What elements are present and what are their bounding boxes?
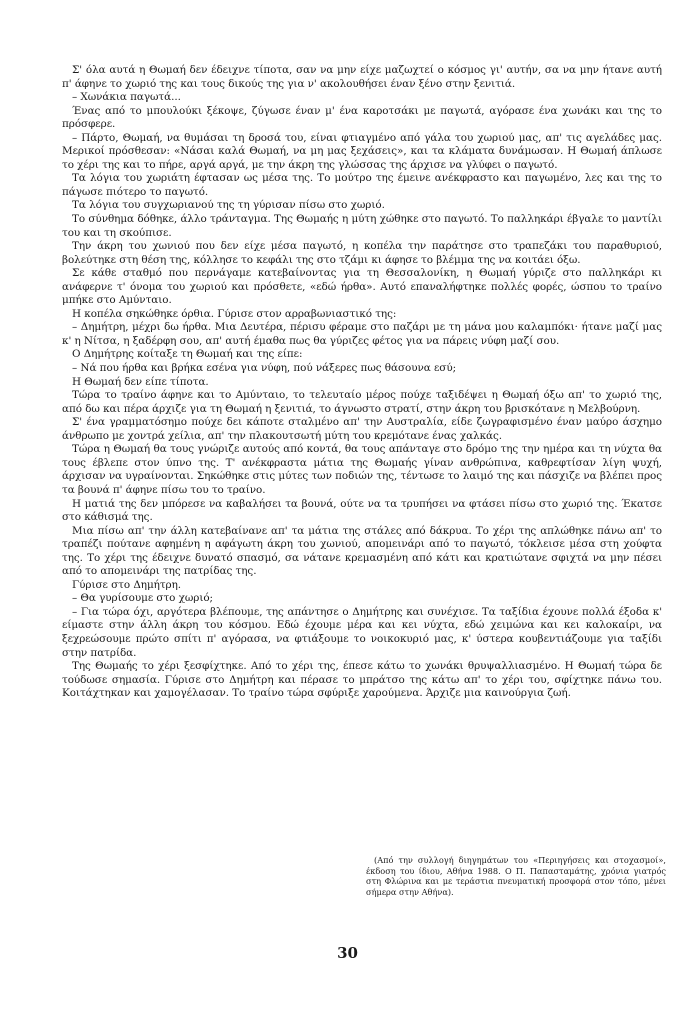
page-number: 30 bbox=[337, 944, 358, 962]
story-text bbox=[62, 64, 662, 701]
paragraph: Η ματιά της δεν μπόρεσε να καβαλήσει τα βουνά, ούτε να τα τρυπήσει να φτάσει πίσω στο χωριό της. Έκατσε στο κάθισμά της. bbox=[62, 497, 662, 524]
paragraph: Τώρα η Θωμαή θα τους γνώριζε αυτούς από κοντά, θα τους απάνταγε στο δρόμο της την ημέρα και τη νύχτα θα τους έβλεπε στον ύπνο της. Τ' ανέκφραστα μάτια της Θωμαής γίναν ανθρώπινα, καθρεφτίσαν λίγη ψυχή, άρχισαν να υγραίνονται. Σηκώθηκε στις μύτες των ποδιών της, τέντωσε το λαιμό της και πάσχιζε να βλέπει προς τα βουνά π' άφηνε πίσω του το τραίνο. bbox=[62, 443, 662, 496]
paragraph: Της Θωμαής το χέρι ξεσφίχτηκε. Από το χέρι της, έπεσε κάτω το χωνάκι θρυψαλλιασμένο. Η Θωμαή τώρα δε τούδωσε σημασία. Γύρισε στο Δημήτρη και πέρασε το μπράτσο της κάτω απ' το χέρι του, σφίχτηκε πάνω του. Κοιτάχτηκαν και χαμογέλασαν. Το τραίνο τώρα σφύριξε χαρούμενα. Άρχιζε μια καινούργια ζωή. bbox=[62, 660, 662, 700]
paragraph: Ένας από το μπουλούκι ξέκοψε, ζύγωσε έναν μ' ένα καροτσάκι με παγωτά, αγόρασε ένα χωνάκι και της το πρόσφερε. bbox=[62, 104, 662, 131]
paragraph: – Νά που ήρθα και βρήκα εσένα για νύφη, πού νάξερες πως θάσουνα εσύ; bbox=[72, 362, 457, 375]
paragraph: Η Θωμαή δεν είπε τίποτα. bbox=[72, 375, 209, 388]
paragraph: – Θα γυρίσουμε στο χωριό; bbox=[72, 592, 214, 605]
paragraph: Το σύνθημα δόθηκε, άλλο τράνταγμα. Της Θωμαής η μύτη χώθηκε στο παγωτό. Το παλληκάρι έβγαλε το μαντίλι του και τη σκούπισε. bbox=[62, 213, 662, 239]
paragraph: Ο Δημήτρης κοίταξε τη Θωμαή και της είπε: bbox=[72, 348, 303, 361]
paragraph: Την άκρη του χωνιού που δεν είχε μέσα παγωτό, η κοπέλα την παράτησε στο τραπεζάκι του παραθυριού, βολεύτηκε στη θέση της, κόλλησε το κεφάλι της στο τζάμι κι άφησε το βλέμμα της να κοιτάει όξω. bbox=[62, 240, 662, 266]
paragraph: – Χωνάκια παγωτά... bbox=[72, 91, 181, 104]
paragraph: Τώρα το τραίνο άφηνε και το Αμύνταιο, το τελευταίο μέρος πούχε ταξιδέψει η Θωμαή όξω απ' το χωριό της, από δω και πέρα άρχιζε για τη Θωμαή η ξενιτιά, το άγνωστο στρατί, στην άκρη του βρισκότανε η Μελβούρνη. bbox=[62, 389, 662, 415]
source-note bbox=[366, 855, 666, 897]
paragraph: – Πάρτο, Θωμαή, να θυμάσαι τη δροσά του, είναι φτιαγμένο από γάλα του χωριού μας, απ' τις αγελάδες μας. Μερικοί πρόσθεσαν: «Νάσαι καλά Θωμαή, να μη μας ξεχάσεις», και τα κλάματα δυνάμωσαν. Η Θωμαή άπλωσε το χέρι της και το πήρε, αργά αργά, με την άκρη της γλώσσας της άρχισε να γλύφει ο παγωτό. bbox=[62, 131, 662, 171]
paragraph: Σ' όλα αυτά η Θωμαή δεν έδειχνε τίποτα, σαν να μην είχε μαζωχτεί ο κόσμος γι' αυτήν, σα να μην ήτανε αυτή π' άφηνε το χωριό της και τους δικούς της για ν' ακολουθήσει έναν ξένο στην ξενιτιά. bbox=[62, 64, 662, 90]
paragraph: Τα λόγια του συγχωριανού της τη γύρισαν πίσω στο χωριό. bbox=[72, 199, 385, 212]
paragraph: Σε κάθε σταθμό που περνάγαμε κατεβαίνοντας για τη Θεσσαλονίκη, η Θωμαή γύριζε στο παλληκάρι κι ανάφερνε τ' όνομα του χωριού και πρόσθετε, «εδώ ήρθα». Αυτό επαναλήφτηκε πολλές φορές, ώσπου το τραίνο μπήκε στο Αμύνταιο. bbox=[62, 267, 662, 307]
paragraph: – Για τώρα όχι, αργότερα βλέπουμε, της απάντησε ο Δημήτρης και συνέχισε. Τα ταξίδια έχουνε πολλά έξοδα κ' είμαστε στην άλλη άκρη του κόσμου. Εδώ έχουμε μέρα και κει νύχτα, εδώ χειμώνα και κει καλοκαίρι, να ξεχρεώσουμε πρώτο σπίτι π' αγόρασα, να φτιάξουμε το νοικοκυριό μας, κ' ύστερα κουβεντιάζουμε για ταξίδι στην πατρίδα. bbox=[62, 605, 662, 659]
paragraph: Τα λόγια του χωριάτη έφτασαν ως μέσα της. Το μούτρο της έμεινε ανέκφραστο και παγωμένο, λες και της το πάγωσε πιότερο το παγωτό. bbox=[62, 172, 662, 198]
source-note-text: (Από την συλλογή διηγημάτων του «Περιηγήσεις και στοχασμοί», έκδοση του ίδιου, Αθήνα 1988. Ο Π. Παπασταμάτης, χρόνια γιατρός στη Φλώρινα και με τεράστια πνευματική προσφορά στον τόπο, μένει σήμερα στην Αθήνα). bbox=[366, 855, 666, 897]
paragraph: Γύρισε στο Δημήτρη. bbox=[72, 578, 182, 591]
paragraph: Σ' ένα γραμματόσημο πούχε δει κάποτε σταλμένο απ' την Αυστραλία, είδε ζωγραφισμένο έναν μαύρο άσχημο άνθρωπο με χοντρά χείλια, απ' την πλακουτσωτή μύτη του κρεμότανε ένας χαλκάς. bbox=[62, 416, 662, 442]
paragraph: – Δημήτρη, μέχρι δω ήρθα. Μια Δευτέρα, πέρισυ φέραμε στο παζάρι με τη μάνα μου καλαμπόκι· ήτανε μαζί μας κ' η Νίτσα, η ξαδέρφη σου, απ' αυτή έμαθα πως θα γύριζες φέτος για να πάρεις νύφη μαζί σου. bbox=[62, 321, 662, 347]
paragraph: Μια πίσω απ' την άλλη κατεβαίνανε απ' τα μάτια της στάλες από δάκρυα. Το χέρι της απλώθηκε πάνω απ' το τραπέζι πούτανε αφημένη η αφάγωτη άκρη του χωνιού, απομεινάρι από το παγωτό, τόκλεισε μέσα στη χούφτα της. Το χέρι της έδειχνε δυνατό σπασμό, σα νάτανε κρεμασμένη από κάτι και κρατιώτανε σφιχτά να μην πέσει από το απομεινάρι της πατρίδας της. bbox=[62, 524, 662, 578]
paragraph: Η κοπέλα σηκώθηκε όρθια. Γύρισε στον αρραβωνιαστικό της: bbox=[72, 307, 397, 320]
